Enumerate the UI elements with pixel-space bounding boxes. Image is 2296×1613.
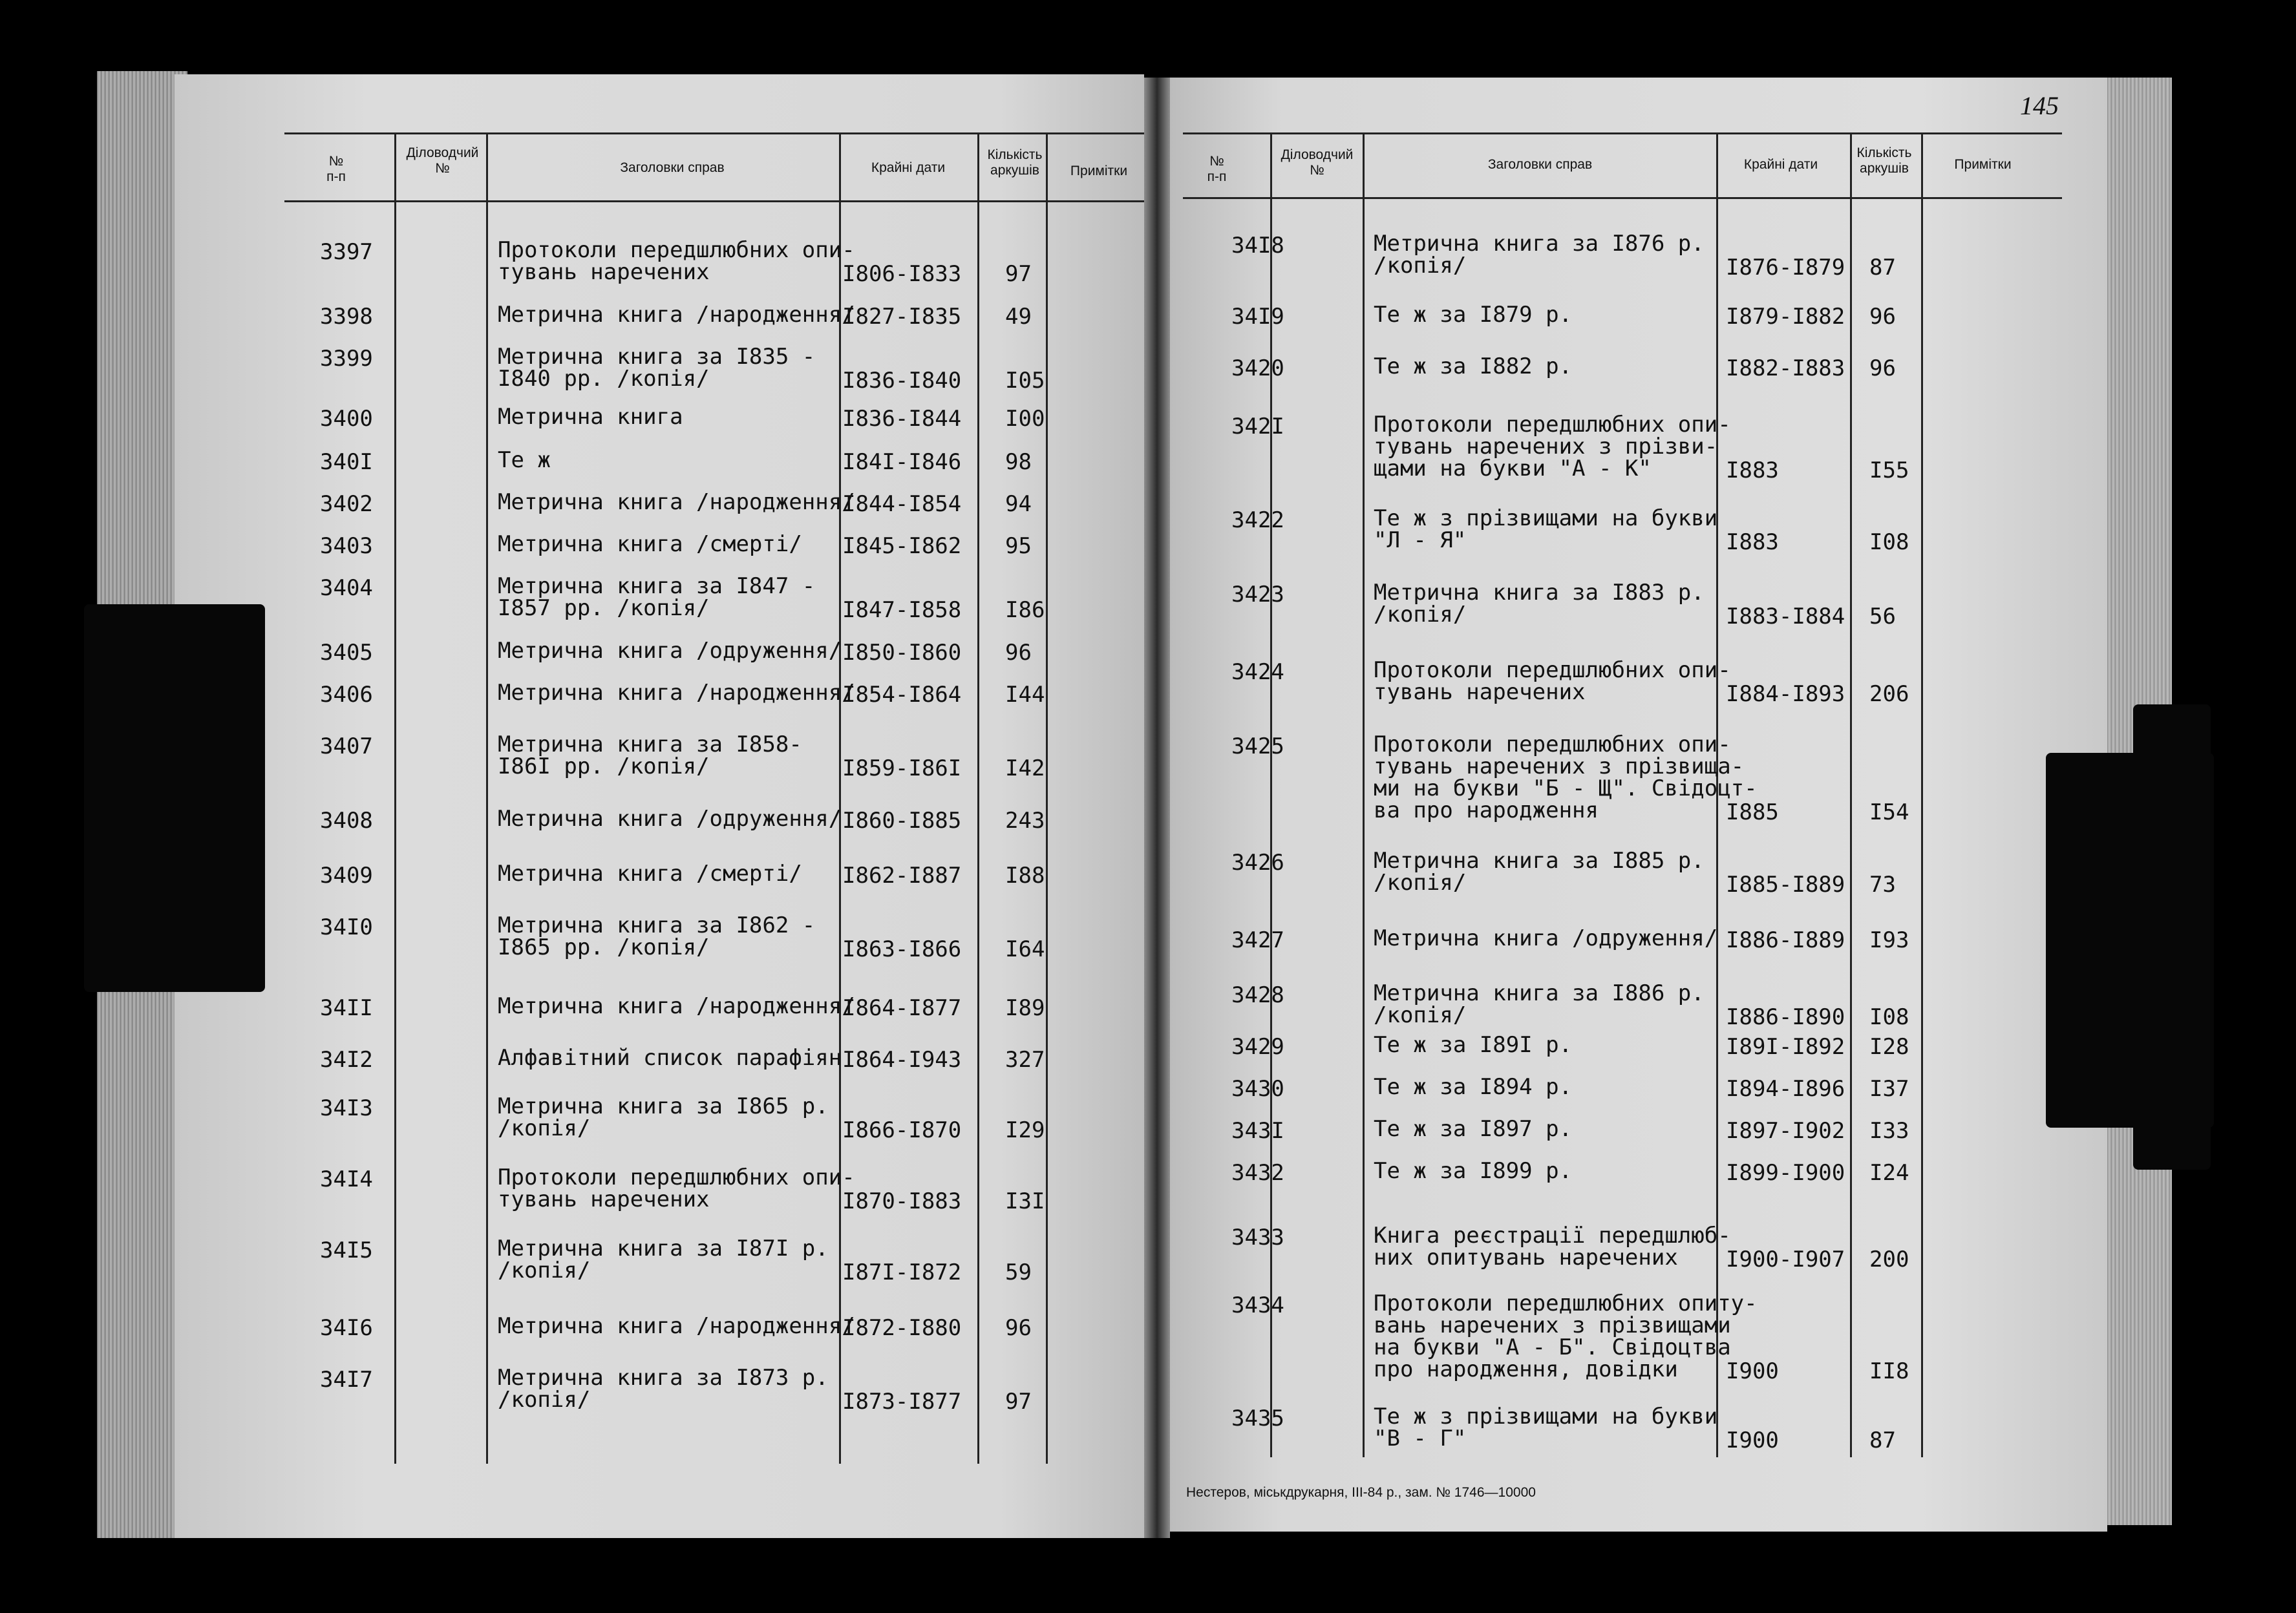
book-gutter: [1144, 78, 1170, 1538]
item-number: 3426: [1231, 850, 1284, 876]
header-sheets: Кількість аркушів: [987, 147, 1043, 178]
item-number: 3428: [1231, 982, 1284, 1008]
item-dates: I863-I866: [842, 936, 962, 962]
item-sheet-count: 243: [1005, 808, 1045, 834]
left-col-line: [1046, 132, 1048, 1464]
header-titles: Заголовки справ: [1487, 157, 1593, 172]
item-dates: I884-I893: [1726, 681, 1845, 707]
item-number: 3425: [1231, 733, 1284, 759]
item-sheet-count: 200: [1869, 1247, 1909, 1272]
left-col-line: [486, 132, 488, 1464]
item-dates: I854-I864: [842, 682, 962, 708]
item-dates: I860-I885: [842, 808, 962, 834]
item-title: Те ж за I879 р.: [1374, 302, 1573, 328]
item-title: Метрична книга за I883 р. /копія/: [1374, 580, 1705, 627]
item-dates: I850-I860: [842, 640, 962, 666]
item-dates: I873-I877: [842, 1389, 962, 1415]
item-number: 34I8: [1231, 233, 1284, 258]
item-dates: I859-I86I: [842, 755, 962, 781]
item-number: 34I2: [320, 1047, 373, 1073]
item-sheet-count: I28: [1869, 1034, 1909, 1060]
item-title: Те ж з прізвищами на букви "Л - Я": [1374, 505, 1718, 553]
item-title: Те ж за I89I р.: [1374, 1032, 1573, 1058]
item-title: Метрична книга за I886 р. /копія/: [1374, 980, 1705, 1028]
item-dates: I87I-I872: [842, 1260, 962, 1285]
item-number: 3409: [320, 863, 373, 889]
item-number: 34I5: [320, 1238, 373, 1263]
item-number: 34I9: [1231, 304, 1284, 330]
item-number: 34I6: [320, 1315, 373, 1341]
item-dates: I827-I835: [842, 304, 962, 330]
item-sheet-count: I93: [1869, 927, 1909, 953]
item-dates: I900: [1726, 1358, 1779, 1384]
item-title: Метрична книга за I847 - I857 рр. /копія/: [498, 573, 816, 621]
item-title: Метрична книга /одруження/: [498, 638, 842, 664]
printer-imprint: Нестеров, міськдрукарня, III-84 р., зам. № 1746—10000: [1186, 1485, 1536, 1500]
right-header-top-line: [1183, 132, 2062, 134]
item-dates: I836-I844: [842, 406, 962, 432]
item-number: 3400: [320, 406, 373, 432]
item-title: Метрична книга за I858- I86I рр. /копія/: [498, 732, 802, 779]
item-dates: I882-I883: [1726, 355, 1845, 381]
item-sheet-count: I44: [1005, 682, 1045, 708]
item-sheet-count: I55: [1869, 458, 1909, 483]
item-number: 3405: [320, 640, 373, 666]
item-number: 3430: [1231, 1076, 1284, 1102]
item-number: 3406: [320, 682, 373, 708]
item-title: Протоколи передшлюбних опи- тувань наречених: [498, 1165, 855, 1212]
item-number: 342I: [1231, 414, 1284, 439]
item-dates: I900-I907: [1726, 1247, 1845, 1272]
item-sheet-count: 56: [1869, 604, 1896, 629]
item-number: 34I3: [320, 1095, 373, 1121]
header-clerk: Діловодчий №: [1281, 147, 1354, 178]
item-dates: I862-I887: [842, 863, 962, 889]
item-sheet-count: 87: [1869, 255, 1896, 280]
header-dates: Крайні дати: [1743, 157, 1818, 172]
item-sheet-count: 96: [1869, 355, 1896, 381]
item-title: Протоколи передшлюбних опи- тувань наречених: [1374, 657, 1731, 705]
item-sheet-count: I42: [1005, 755, 1045, 781]
item-sheet-count: I29: [1005, 1117, 1045, 1143]
item-sheet-count: I05: [1005, 368, 1045, 394]
item-sheet-count: 327: [1005, 1047, 1045, 1073]
header-notes: Примітки: [1070, 163, 1128, 178]
item-title: Метрична книга /одруження/: [498, 806, 842, 832]
item-sheet-count: 73: [1869, 872, 1896, 898]
item-sheet-count: II8: [1869, 1358, 1909, 1384]
right-col-line: [1921, 132, 1923, 1457]
item-number: 34I4: [320, 1166, 373, 1192]
item-number: 3435: [1231, 1406, 1284, 1431]
item-title: Метрична книга /народження/: [498, 1313, 855, 1339]
header-dates: Крайні дати: [871, 160, 946, 175]
right-col-line: [1270, 132, 1272, 1457]
item-number: 34I0: [320, 914, 373, 940]
item-title: Метрична книга /народження/: [498, 489, 855, 515]
item-dates: I864-I943: [842, 1047, 962, 1073]
item-dates: I872-I880: [842, 1315, 962, 1341]
item-number: 3404: [320, 575, 373, 601]
right-header-bottom-line: [1183, 197, 2062, 199]
item-number: 3403: [320, 533, 373, 559]
book-clip-right-outer: [2133, 704, 2211, 1170]
item-dates: I885: [1726, 799, 1779, 825]
item-title: Алфавітний список парафіян: [498, 1045, 842, 1071]
item-sheet-count: I86: [1005, 597, 1045, 623]
item-title: Те ж з прізвищами на букви "В - Г": [1374, 1404, 1718, 1451]
item-number: 3408: [320, 808, 373, 834]
item-number: 3407: [320, 733, 373, 759]
item-sheet-count: I88: [1005, 863, 1045, 889]
item-sheet-count: I24: [1869, 1160, 1909, 1186]
book-clip-left: [84, 604, 265, 992]
item-sheet-count: 98: [1005, 449, 1032, 475]
item-number: 3399: [320, 346, 373, 372]
header-num: № п-п: [1207, 154, 1227, 184]
item-sheet-count: I89: [1005, 995, 1045, 1021]
item-title: Протоколи передшлюбних опи- тувань наречених з прізвища- ми на букви "Б - Щ". Свідоцт- ва про народження: [1374, 732, 1758, 823]
item-title: Протоколи передшлюбних опиту- вань наречених з прізвищами на букви "А - Б". Свідоцтва про народження, довідки: [1374, 1291, 1758, 1382]
item-title: Протоколи передшлюбних опи- тувань наречених: [498, 237, 855, 285]
item-sheet-count: I3I: [1005, 1188, 1045, 1214]
item-sheet-count: 97: [1005, 1389, 1032, 1415]
item-dates: I883-I884: [1726, 604, 1845, 629]
item-sheet-count: 87: [1869, 1428, 1896, 1453]
item-sheet-count: 59: [1005, 1260, 1032, 1285]
header-notes: Примітки: [1954, 157, 2012, 172]
item-dates: I847-I858: [842, 597, 962, 623]
item-sheet-count: I08: [1869, 529, 1909, 555]
item-sheet-count: I54: [1869, 799, 1909, 825]
item-dates: I879-I882: [1726, 304, 1845, 330]
item-title: Метрична книга /народження/: [498, 993, 855, 1019]
item-title: Метрична книга за I835 - I840 рр. /копія/: [498, 344, 816, 392]
item-sheet-count: I00: [1005, 406, 1045, 432]
right-col-line: [1363, 132, 1365, 1457]
item-sheet-count: 96: [1005, 640, 1032, 666]
item-sheet-count: 206: [1869, 681, 1909, 707]
header-num: № п-п: [326, 154, 346, 184]
item-title: Метрична книга /смерті/: [498, 531, 802, 557]
item-title: Те ж за I897 р.: [1374, 1116, 1573, 1142]
item-title: Метрична книга за I865 р. /копія/: [498, 1093, 829, 1141]
item-sheet-count: 96: [1869, 304, 1896, 330]
item-number: 3429: [1231, 1034, 1284, 1060]
item-number: 340I: [320, 449, 373, 475]
item-sheet-count: I64: [1005, 936, 1045, 962]
page-number: 145: [2020, 91, 2059, 120]
left-header-top-line: [284, 132, 1144, 134]
item-title: Те ж за I899 р.: [1374, 1158, 1573, 1184]
item-sheet-count: 96: [1005, 1315, 1032, 1341]
item-title: Метрична книга за I885 р. /копія/: [1374, 848, 1705, 896]
item-title: Те ж: [498, 447, 551, 473]
item-dates: I883: [1726, 458, 1779, 483]
item-dates: I885-I889: [1726, 872, 1845, 898]
left-col-line: [977, 132, 979, 1464]
item-sheet-count: I33: [1869, 1118, 1909, 1144]
item-dates: I886-I889: [1726, 927, 1845, 953]
item-number: 34I7: [320, 1367, 373, 1393]
left-col-line: [394, 132, 396, 1464]
item-dates: I876-I879: [1726, 255, 1845, 280]
item-number: 3420: [1231, 355, 1284, 381]
item-number: 3434: [1231, 1292, 1284, 1318]
item-title: Метрична книга за I873 р. /копія/: [498, 1365, 829, 1413]
item-dates: I894-I896: [1726, 1076, 1845, 1102]
item-title: Протоколи передшлюбних опи- тувань наречених з прізви- щами на букви "А - К": [1374, 412, 1731, 481]
item-sheet-count: I37: [1869, 1076, 1909, 1102]
item-sheet-count: 49: [1005, 304, 1032, 330]
item-dates: I845-I862: [842, 533, 962, 559]
item-title: Метрична книга /народження/: [498, 680, 855, 706]
item-sheet-count: 95: [1005, 533, 1032, 559]
item-dates: I836-I840: [842, 368, 962, 394]
item-number: 3433: [1231, 1225, 1284, 1250]
item-dates: I866-I870: [842, 1117, 962, 1143]
item-title: Те ж за I882 р.: [1374, 353, 1573, 379]
left-col-line: [839, 132, 841, 1464]
item-title: Те ж за I894 р.: [1374, 1074, 1573, 1100]
item-number: 3397: [320, 239, 373, 265]
item-dates: I89I-I892: [1726, 1034, 1845, 1060]
item-dates: I844-I854: [842, 491, 962, 517]
right-col-line: [1850, 132, 1852, 1457]
header-clerk: Діловодчий №: [406, 145, 479, 176]
item-dates: I897-I902: [1726, 1118, 1845, 1144]
item-number: 3427: [1231, 927, 1284, 953]
item-number: 343I: [1231, 1118, 1284, 1144]
item-dates: I864-I877: [842, 995, 962, 1021]
item-title: Метрична книга /смерті/: [498, 861, 802, 887]
item-number: 3402: [320, 491, 373, 517]
item-dates: I84I-I846: [842, 449, 962, 475]
item-dates: I883: [1726, 529, 1779, 555]
item-number: 3422: [1231, 507, 1284, 533]
item-title: Метрична книга за I862 - I865 рр. /копія/: [498, 912, 816, 960]
header-titles: Заголовки справ: [620, 160, 725, 175]
item-title: Метрична книга: [498, 404, 683, 430]
item-number: 3423: [1231, 582, 1284, 607]
left-header-bottom-line: [284, 200, 1144, 202]
item-number: 3398: [320, 304, 373, 330]
item-dates: I806-I833: [842, 261, 962, 287]
item-sheet-count: I08: [1869, 1004, 1909, 1030]
item-title: Метрична книга /одруження/: [1374, 925, 1718, 951]
item-title: Метрична книга /народження/: [498, 302, 855, 328]
item-sheet-count: 94: [1005, 491, 1032, 517]
item-dates: I899-I900: [1726, 1160, 1845, 1186]
item-number: 3424: [1231, 659, 1284, 685]
item-number: 3432: [1231, 1160, 1284, 1186]
item-dates: I870-I883: [842, 1188, 962, 1214]
item-dates: I886-I890: [1726, 1004, 1845, 1030]
item-dates: I900: [1726, 1428, 1779, 1453]
item-sheet-count: 97: [1005, 261, 1032, 287]
item-title: Метрична книга за I876 р. /копія/: [1374, 231, 1705, 279]
item-number: 34II: [320, 995, 373, 1021]
item-title: Метрична книга за I87I р. /копія/: [498, 1236, 829, 1283]
item-title: Книга реєстрації передшлюб- них опитувань наречених: [1374, 1223, 1731, 1270]
header-sheets: Кількість аркушів: [1856, 145, 1912, 176]
